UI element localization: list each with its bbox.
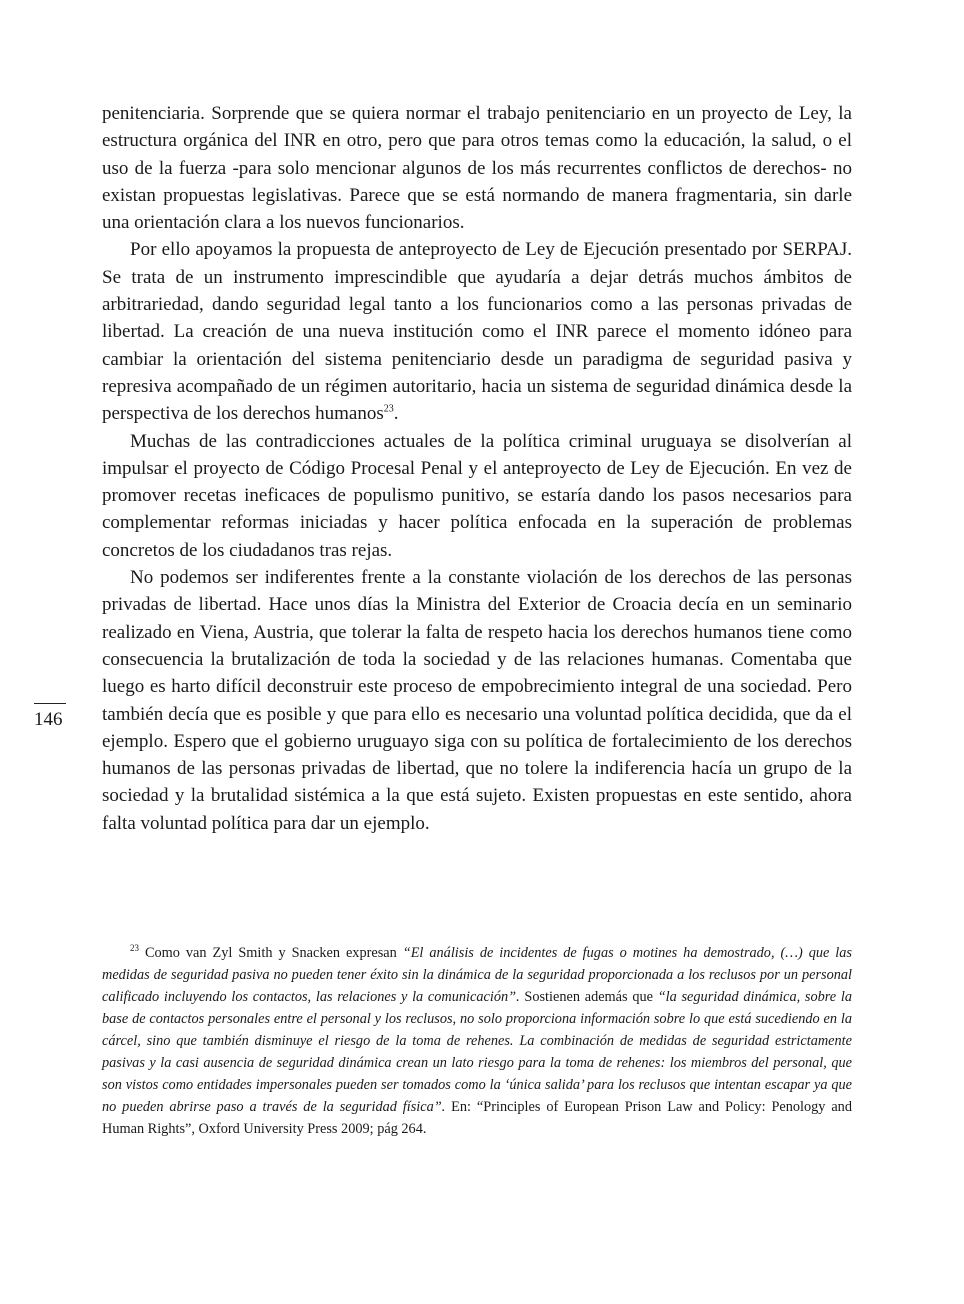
footnote-middle: Sostienen además que bbox=[519, 989, 658, 1005]
page-number: 146 bbox=[34, 709, 63, 730]
footnote-intro: Como van Zyl Smith y Snacken expresan bbox=[144, 945, 403, 961]
paragraph-2-text: Por ello apoyamos la propuesta de anteproyecto de Ley de Ejecución presentado por SERPAJ. Se trata de un instrumento imprescindible que ayudaría a dejar detrás muchos ámbitos de arbitrariedad, dando seguridad legal tanto a los funcionarios como a las personas privadas de libertad. La creación de una nueva institución como el INR parece el momento idóneo para cambiar la orientación del sistema penitenciario desde un paradigma de seguridad pasiva y represiva acompañado de un régimen autoritario, hacia un sistema de seguridad dinámica desde la perspectiva de los derechos humanos bbox=[102, 239, 852, 425]
footnote bbox=[102, 942, 852, 1140]
body-text bbox=[102, 100, 852, 837]
footnote-text bbox=[102, 942, 852, 1140]
footnote-quote-1: “El análisis de incidentes de fugas o motines ha demostrado, (…) que las medidas de seguridad pasiva no pueden tener éxito sin la dinámica de la seguridad proporcionada a los reclusos por un personal calificado incluyendo los contactos, las relaciones y la comunicación”. bbox=[102, 945, 852, 1005]
paragraph-4: No podemos ser indiferentes frente a la constante violación de los derechos de las personas privadas de libertad. Hace unos días la Ministra del Exterior de Croacia decía en un seminario realizado en Viena, Austria, que tolerar la falta de respeto hacia los derechos humanos tiene como consecuencia la brutalización de toda la sociedad y de las relaciones humanas. Comentaba que luego es harto difícil deconstruir este proceso de empobrecimiento integral de una sociedad. Pero también decía que es posible y que para ello es necesario una voluntad política decidida, que da el ejemplo. Espero que el gobierno uruguayo siga con su política de fortalecimiento de los derechos humanos de las personas privadas de libertad, que no tolere la indiferencia hacía un grupo de la sociedad y la brutalidad sistémica a la que está sujeto. Existen propuestas en este sentido, ahora falta voluntad política para dar un ejemplo. bbox=[102, 567, 852, 834]
paragraph-2 bbox=[102, 236, 852, 427]
footnote-mark: 23 bbox=[130, 943, 139, 954]
paragraph-3: Muchas de las contradicciones actuales de la política criminal uruguaya se disolverían al impulsar el proyecto de Código Procesal Penal y el anteproyecto de Ley de Ejecución. En vez de promover recetas ineficaces de populismo punitivo, se estaría dando los pasos necesarios para complementar reformas iniciadas y hacer política enfocada en la superación de problemas concretos de los ciudadanos tras rejas. bbox=[102, 430, 852, 561]
footnote-quote-2: “la seguridad dinámica, sobre la base de contactos personales entre el personal y los reclusos, no solo proporciona información sobre lo que está sucediendo en la cárcel, sino que también disminuye el riesgo de la toma de rehenes. La combinación de medidas de seguridad estrictamente pasivas y la casi ausencia de seguridad dinámica crean un lato riesgo para la toma de rehenes: los miembros del personal, que son vistos como entidades impersonales pueden ser tomados como la ‘única salida’ para los reclusos que intentan escapar ya que no pueden abrirse paso a través de la seguridad física”. bbox=[102, 989, 852, 1115]
paragraph-1: penitenciaria. Sorprende que se quiera normar el trabajo penitenciario en un proyecto de Ley, la estructura orgánica del INR en otro, pero que para otros temas como la educación, la salud, o el uso de la fuerza -para solo mencionar algunos de los más recurrentes conflictos de derechos- no existan propuestas legislativas. Parece que se está normando de manera fragmentaria, sin darle una orientación clara a los nuevos funcionarios. bbox=[102, 103, 852, 234]
paragraph-2-end: . bbox=[393, 403, 399, 425]
page-number-rule bbox=[34, 703, 66, 704]
footnote-reference[interactable]: 23 bbox=[383, 403, 394, 415]
footnote-source: En: “Principles of European Prison Law and Policy: Penology and Human Rights”, Oxford University Press 2009; pág 264. bbox=[102, 1099, 852, 1137]
